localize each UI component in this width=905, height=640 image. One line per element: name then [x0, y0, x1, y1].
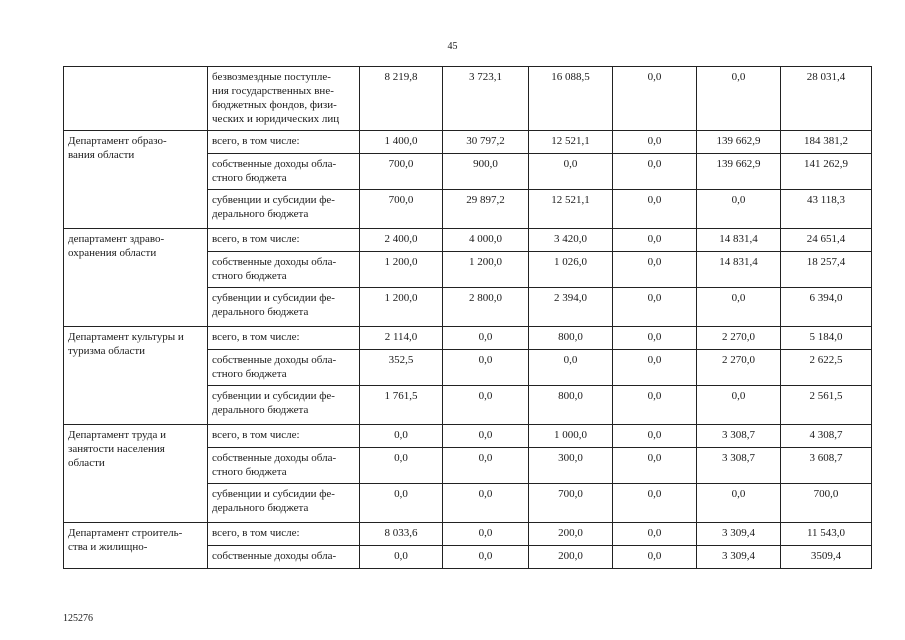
value-cell: 0,0	[360, 546, 443, 569]
value-cell: 800,0	[529, 386, 613, 425]
value-cell: 0,0	[613, 229, 697, 252]
value-cell: 2 400,0	[360, 229, 443, 252]
value-cell: 0,0	[443, 350, 529, 386]
value-cell: 16 088,5	[529, 67, 613, 131]
value-cell: 139 662,9	[697, 131, 781, 154]
value-cell: 12 521,1	[529, 131, 613, 154]
table-row	[64, 131, 872, 154]
value-cell: 0,0	[613, 131, 697, 154]
value-cell: 0,0	[613, 425, 697, 448]
dept-cell	[64, 425, 208, 523]
budget-table	[63, 66, 872, 569]
value-cell: 0,0	[613, 154, 697, 190]
value-cell: 28 031,4	[781, 67, 872, 131]
value-cell: 3509,4	[781, 546, 872, 569]
value-cell: 3 608,7	[781, 448, 872, 484]
value-cell: 0,0	[443, 386, 529, 425]
dept-cell	[64, 229, 208, 327]
value-cell: 700,0	[529, 484, 613, 523]
table-row	[64, 67, 872, 131]
source-cell	[208, 288, 360, 327]
dept-cell	[64, 67, 208, 131]
source-label: субвенции и субсидии фе- дерального бюджета	[212, 194, 335, 220]
value-cell: 0,0	[697, 484, 781, 523]
value-cell: 0,0	[613, 523, 697, 546]
source-cell: собственные доходы обла-	[208, 546, 360, 569]
value-cell: 800,0	[529, 327, 613, 350]
dept-label: департамент здраво- охранения области	[68, 233, 165, 259]
value-cell: 6 394,0	[781, 288, 872, 327]
value-cell: 1 026,0	[529, 252, 613, 288]
source-cell	[208, 154, 360, 190]
value-cell: 1 200,0	[360, 252, 443, 288]
value-cell: 24 651,4	[781, 229, 872, 252]
value-cell: 3 308,7	[697, 448, 781, 484]
value-cell: 8 219,8	[360, 67, 443, 131]
value-cell: 0,0	[613, 546, 697, 569]
value-cell: 1 200,0	[360, 288, 443, 327]
value-cell: 1 400,0	[360, 131, 443, 154]
table-row	[64, 425, 872, 448]
value-cell: 0,0	[443, 448, 529, 484]
document-id: 125276	[63, 613, 93, 624]
value-cell: 900,0	[443, 154, 529, 190]
source-label: собственные доходы обла- стного бюджета	[212, 158, 337, 184]
dept-cell	[64, 131, 208, 229]
source-label: собственные доходы обла- стного бюджета	[212, 256, 337, 282]
value-cell: 2 270,0	[697, 327, 781, 350]
value-cell: 700,0	[360, 190, 443, 229]
source-cell: всего, в том числе:	[208, 425, 360, 448]
value-cell: 2 561,5	[781, 386, 872, 425]
dept-label: Департамент образо- вания области	[68, 135, 167, 161]
value-cell: 700,0	[360, 154, 443, 190]
value-cell: 200,0	[529, 523, 613, 546]
value-cell: 3 309,4	[697, 523, 781, 546]
value-cell: 2 622,5	[781, 350, 872, 386]
value-cell: 2 800,0	[443, 288, 529, 327]
value-cell: 0,0	[443, 425, 529, 448]
table-row	[64, 229, 872, 252]
source-label: собственные доходы обла- стного бюджета	[212, 452, 337, 478]
value-cell: 0,0	[529, 350, 613, 386]
value-cell: 0,0	[613, 327, 697, 350]
value-cell: 43 118,3	[781, 190, 872, 229]
source-cell: всего, в том числе:	[208, 229, 360, 252]
source-cell	[208, 190, 360, 229]
value-cell: 2 270,0	[697, 350, 781, 386]
value-cell: 1 200,0	[443, 252, 529, 288]
value-cell: 0,0	[613, 386, 697, 425]
source-cell	[208, 484, 360, 523]
dept-label: Департамент строитель- ства и жилищно-	[68, 527, 183, 553]
value-cell: 0,0	[529, 154, 613, 190]
dept-cell	[64, 327, 208, 425]
value-cell: 18 257,4	[781, 252, 872, 288]
source-label: безвозмездные поступле- ния государственных вне- бюджетных фондов, физи- ческих и юридических лиц	[212, 71, 340, 125]
dept-cell	[64, 523, 208, 569]
value-cell: 300,0	[529, 448, 613, 484]
dept-label: Департамент труда и занятости населения области	[68, 429, 166, 469]
value-cell: 3 308,7	[697, 425, 781, 448]
source-cell	[208, 67, 360, 131]
value-cell: 0,0	[613, 252, 697, 288]
value-cell: 0,0	[613, 67, 697, 131]
source-cell	[208, 350, 360, 386]
source-label: субвенции и субсидии фе- дерального бюджета	[212, 292, 335, 318]
value-cell: 11 543,0	[781, 523, 872, 546]
value-cell: 2 394,0	[529, 288, 613, 327]
value-cell: 0,0	[443, 327, 529, 350]
value-cell: 184 381,2	[781, 131, 872, 154]
value-cell: 0,0	[360, 448, 443, 484]
value-cell: 139 662,9	[697, 154, 781, 190]
value-cell: 3 723,1	[443, 67, 529, 131]
value-cell: 14 831,4	[697, 229, 781, 252]
source-label: субвенции и субсидии фе- дерального бюджета	[212, 488, 335, 514]
value-cell: 0,0	[613, 448, 697, 484]
value-cell: 0,0	[443, 546, 529, 569]
source-cell	[208, 252, 360, 288]
value-cell: 0,0	[360, 425, 443, 448]
source-label: собственные доходы обла- стного бюджета	[212, 354, 337, 380]
source-cell	[208, 386, 360, 425]
value-cell: 1 761,5	[360, 386, 443, 425]
value-cell: 0,0	[613, 350, 697, 386]
value-cell: 0,0	[697, 288, 781, 327]
value-cell: 0,0	[443, 523, 529, 546]
source-cell	[208, 448, 360, 484]
table-row	[64, 523, 872, 546]
value-cell: 12 521,1	[529, 190, 613, 229]
value-cell: 4 000,0	[443, 229, 529, 252]
value-cell: 0,0	[697, 386, 781, 425]
value-cell: 0,0	[697, 190, 781, 229]
value-cell: 352,5	[360, 350, 443, 386]
value-cell: 14 831,4	[697, 252, 781, 288]
source-cell: всего, в том числе:	[208, 327, 360, 350]
value-cell: 4 308,7	[781, 425, 872, 448]
value-cell: 1 000,0	[529, 425, 613, 448]
value-cell: 3 309,4	[697, 546, 781, 569]
value-cell: 0,0	[697, 67, 781, 131]
dept-label: Департамент культуры и туризма области	[68, 331, 184, 357]
value-cell: 30 797,2	[443, 131, 529, 154]
value-cell: 0,0	[613, 190, 697, 229]
source-label: субвенции и субсидии фе- дерального бюджета	[212, 390, 335, 416]
value-cell: 200,0	[529, 546, 613, 569]
source-cell: всего, в том числе:	[208, 523, 360, 546]
page-number: 45	[447, 41, 458, 52]
value-cell: 141 262,9	[781, 154, 872, 190]
value-cell: 700,0	[781, 484, 872, 523]
value-cell: 3 420,0	[529, 229, 613, 252]
value-cell: 29 897,2	[443, 190, 529, 229]
source-cell: всего, в том числе:	[208, 131, 360, 154]
value-cell: 0,0	[613, 484, 697, 523]
value-cell: 0,0	[360, 484, 443, 523]
table-row	[64, 327, 872, 350]
value-cell: 0,0	[443, 484, 529, 523]
value-cell: 8 033,6	[360, 523, 443, 546]
value-cell: 5 184,0	[781, 327, 872, 350]
value-cell: 2 114,0	[360, 327, 443, 350]
value-cell: 0,0	[613, 288, 697, 327]
